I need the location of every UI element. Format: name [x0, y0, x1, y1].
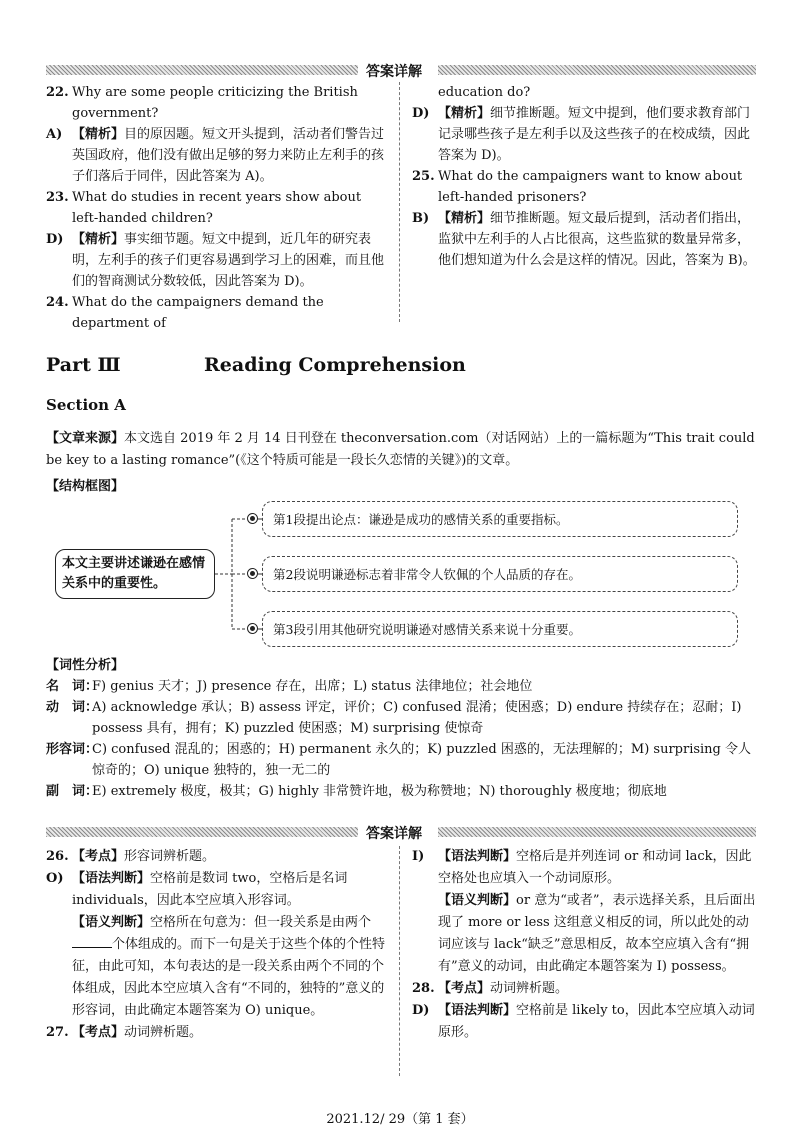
bullet-circle-icon	[247, 623, 258, 634]
answer-24: D) 【精析】细节推断题。短文中提到，他们要求教育部门记录哪些孩子是左利手以及这些孩子的在校成绩，因此答案为 D)。	[412, 106, 751, 163]
question-24-continued: education do?	[438, 85, 531, 100]
question-24: 24. What do the campaigners demand the department of	[46, 295, 324, 331]
answers-bottom-left	[46, 846, 391, 1044]
page-footer: 2021.12/ 29（第 1 套）	[326, 1112, 474, 1127]
question-27-point: 27. 【考点】动词辨析题。	[46, 1025, 203, 1040]
answer-27-grammar: I) 【语法判断】空格后是并列连词 or 和动词 lack，因此空格处也应填入一个动词原形。	[412, 849, 752, 886]
structure-point-3: 第3段引用其他研究说明谦逊对感情关系来说十分重要。	[262, 611, 738, 647]
bullet-circle-icon	[247, 568, 258, 579]
answer-23: D) 【精析】事实细节题。短文中提到，近几年的研究表明，左利手的孩子们更容易遇到学习上的困难，而且他们的智商测试分数较低，因此答案为 D)。	[46, 232, 385, 289]
question-23: 23. What do studies in recent years show about left-handed children?	[46, 190, 362, 226]
structure-heading: 【结构框图】	[46, 479, 125, 494]
answer-blank	[72, 935, 112, 948]
structure-point-1: 第1段提出论点：谦逊是成功的感情关系的重要指标。	[262, 501, 738, 537]
banner-hatch-right	[438, 827, 756, 837]
vocab-adverbs: 副 词： E) extremely 极度，极其；G) highly 非常赞许地，极为称赞地；N) thoroughly 极度地；彻底地	[46, 784, 667, 799]
answer-22: A) 【精析】目的原因题。短文开头提到，活动者们警告过英国政府，他们没有做出足够的努力来防止左利手的孩子们落后于同伴，因此答案为 A)。	[46, 127, 385, 184]
question-25: 25. What do the campaigners want to know about left-handed prisoners?	[412, 169, 743, 205]
answer-25: B) 【精析】细节推断题。短文最后提到，活动者们指出，监狱中左利手的人占比很高，这些监狱的数量异常多，他们想知道为什么会是这样的情况。因此，答案为 B)。	[412, 211, 756, 268]
section-title: Section A	[46, 396, 126, 414]
banner-title: 答案详解	[366, 64, 422, 80]
answer-26-grammar: O) 【语法判断】空格前是数词 two，空格后是名词 individuals，因此本空应填入形容词。	[46, 871, 348, 908]
structure-point-2: 第2段说明谦逊标志着非常令人钦佩的个人品质的存在。	[262, 556, 738, 592]
question-26-point: 26. 【考点】形容词辨析题。	[46, 849, 216, 864]
answer-banner-bottom	[46, 824, 756, 840]
vocab-adjectives: 形容词： C) confused 混乱的；困惑的；H) permanent 永久的；K) puzzled 困惑的，无法理解的；M) surprising 令人惊奇的；O) unique 独特的，独一无二的	[46, 742, 752, 778]
answer-26-meaning: 【语义判断】空格所在句意为：但一段关系是由两个个体组成的。而下一句是关于这些个体的个性特征，由此可知，本句表达的是一段关系由两个不同的个体组成，因此本空应填入含有“不同的，独特的”意义的形容词，由此确定本题答案为 O) unique。	[72, 915, 386, 1018]
answer-27-meaning: 【语义判断】or 意为“或者”，表示选择关系，且后面出现了 more or less 这组意义相反的词，所以此处的动词应该与 lack“缺乏”意思相反，故本空应填入含有“拥有”意义的动词，由此确定本题答案为 I) possess。	[438, 893, 756, 974]
bullet-circle-icon	[247, 513, 258, 524]
column-divider-bottom	[399, 846, 400, 1076]
banner-hatch-left	[46, 827, 358, 837]
question-28-point: 28. 【考点】动词辨析题。	[412, 981, 569, 996]
vocab-verbs: 动 词： A) acknowledge 承认；B) assess 评定，评价；C) confused 混淆；使困惑；D) endure 持续存在；忍耐；I) possess 具有，拥有；K) puzzled 使困惑；M) surprising 使惊奇	[46, 700, 742, 736]
question-22: 22. Why are some people criticizing the British government?	[46, 85, 358, 121]
banner-title: 答案详解	[366, 826, 422, 842]
vocab-list	[46, 676, 758, 802]
part-label: Part Ⅲ	[46, 354, 121, 376]
vocab-nouns: 名 词： F) genius 天才；J) presence 存在，出席；L) status 法律地位；社会地位	[46, 679, 533, 694]
structure-main-box: 本文主要讲述谦逊在感情关系中的重要性。	[55, 549, 215, 599]
answer-28-grammar: D) 【语法判断】空格前是 likely to，因此本空应填入动词原形。	[412, 1003, 755, 1040]
part-title: Reading Comprehension	[204, 354, 466, 376]
vocab-heading: 【词性分析】	[46, 658, 125, 673]
answers-bottom-right	[412, 846, 758, 1044]
article-source: 【文章来源】本文选自 2019 年 2 月 14 日刊登在 theconversation.com（对话网站）上的一篇标题为“This trait could be key to a lasting romance”(《这个特质可能是一段长久恋情的关键》)的文章。	[46, 431, 755, 468]
